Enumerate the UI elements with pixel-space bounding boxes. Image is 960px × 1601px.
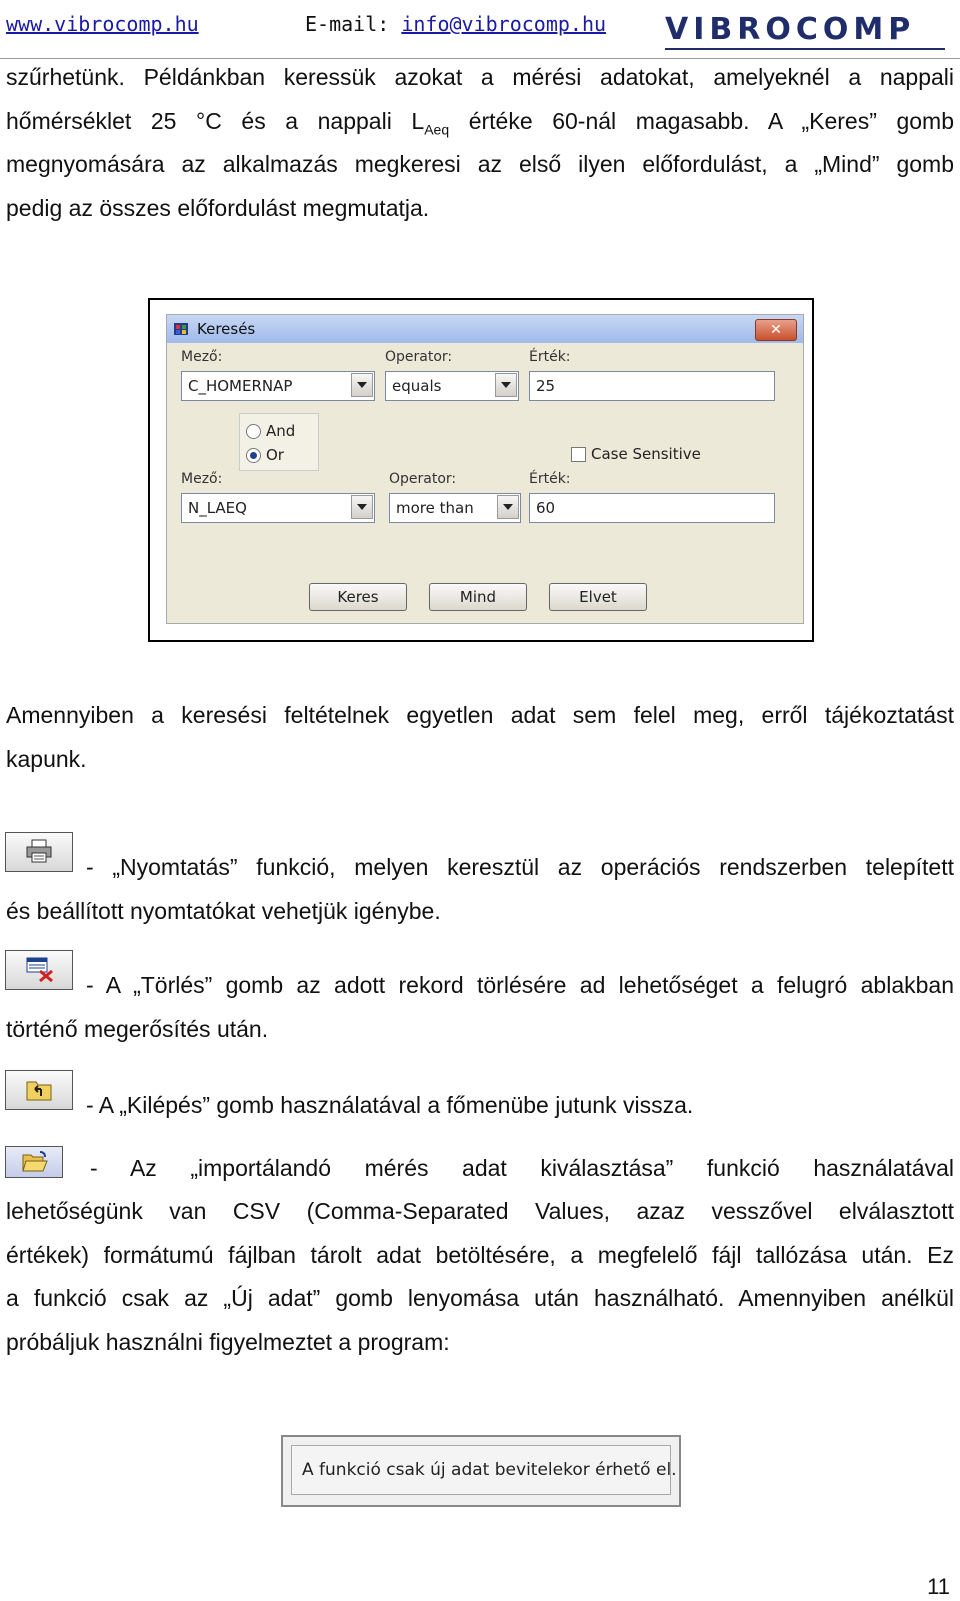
value-input-text: 25: [536, 377, 556, 395]
operator-label: Operator:: [389, 471, 457, 487]
search-dialog-figure: [148, 298, 814, 642]
delete-button[interactable]: [5, 950, 73, 990]
import-button[interactable]: [5, 1146, 63, 1178]
email-line: [305, 12, 606, 36]
value-input-text: 60: [536, 499, 556, 517]
vibrocomp-logo: [665, 8, 945, 52]
chevron-down-icon: [503, 504, 513, 510]
exit-text-line1: - A „Kilépés” gomb használatával a főmenübe jutunk vissza.: [86, 1092, 694, 1118]
text-line: lehetőségünk van CSV (Comma-Separated Values, azaz vesszővel elválasztott: [6, 1198, 954, 1224]
value-input-1[interactable]: [529, 371, 775, 401]
field-label: Mező:: [181, 349, 223, 365]
email-link[interactable]: info@vibrocomp.hu: [401, 12, 607, 36]
radio-and[interactable]: [246, 422, 316, 442]
operator-select-1[interactable]: [385, 371, 519, 401]
operator-select-2[interactable]: [389, 493, 521, 523]
text-line: szűrhetünk. Példánkban keressük azokat a mérési adatokat, amelyeknél a nappali: [6, 64, 954, 90]
field-select-value: C_HOMERNAP: [188, 377, 293, 395]
exit-button[interactable]: [5, 1070, 73, 1110]
dropdown-button[interactable]: [497, 495, 519, 519]
text-span: hőmérséklet 25 °C és a nappali L: [6, 107, 425, 134]
page-header: [0, 0, 960, 58]
text-line: megnyomására az alkalmazás megkeresi az első ilyen előfordulást, a „Mind” gomb: [6, 151, 954, 177]
radio-circle[interactable]: [246, 424, 261, 439]
operator-select-value: more than: [396, 499, 474, 517]
warning-message-box: [291, 1445, 677, 1495]
operator-label: Operator:: [385, 349, 453, 365]
logo-underline: [665, 48, 945, 50]
logo-text: VIBROCOMP: [665, 12, 916, 47]
text-span: értéke 60-nál magasabb. A „Keres” gomb: [449, 107, 954, 134]
field-label: Mező:: [181, 471, 223, 487]
text-line: Amennyiben a keresési feltételnek egyetlen adat sem felel meg, erről tájékoztatást: [6, 702, 954, 728]
email-label: E-mail:: [305, 12, 402, 36]
delete-text-line2: történő megerősítés után.: [6, 1016, 269, 1042]
and-or-radio-group: [239, 413, 319, 471]
subscript: Aeq: [424, 121, 450, 138]
dropdown-button[interactable]: [351, 373, 373, 397]
close-icon: ✕: [770, 322, 782, 338]
import-text-line1: - Az „importálandó mérés adat kiválasztása” funkció használatával: [90, 1155, 954, 1181]
search-button[interactable]: Keres: [309, 583, 407, 611]
chevron-down-icon: [357, 504, 367, 510]
close-button[interactable]: [755, 319, 797, 341]
website-link[interactable]: www.vibrocomp.hu: [6, 12, 199, 36]
paragraph-search-intro: [6, 56, 954, 230]
radio-or[interactable]: [246, 446, 316, 466]
page-number: 11: [927, 1574, 950, 1599]
radio-label: Or: [266, 446, 284, 464]
dropdown-button[interactable]: [351, 495, 373, 519]
radio-circle-selected[interactable]: [246, 448, 261, 463]
discard-button[interactable]: Elvet: [549, 583, 647, 611]
search-dialog: [166, 314, 804, 624]
field-select-2[interactable]: [181, 493, 375, 523]
text-line: próbáljuk használni figyelmeztet a program:: [6, 1328, 450, 1355]
dropdown-button[interactable]: [495, 373, 517, 397]
open-folder-icon: [22, 1150, 48, 1174]
paragraph-no-match: [6, 694, 954, 781]
chevron-down-icon: [501, 382, 511, 388]
chevron-down-icon: [357, 382, 367, 388]
dialog-titlebar[interactable]: [167, 315, 803, 343]
delete-text-line1: - A „Törlés” gomb az adott rekord törlésére ad lehetőséget a felugró ablakban: [86, 972, 954, 998]
text-line: értékek) formátumú fájlban tárolt adat betöltésére, a megfelelő fájl tallózása után. Ez: [6, 1241, 954, 1268]
dialog-title: Keresés: [197, 320, 256, 338]
exit-icon: [26, 1077, 52, 1101]
checkbox-label: Case Sensitive: [591, 445, 701, 463]
value-input-2[interactable]: [529, 493, 775, 523]
print-text-line1: - „Nyomtatás” funkció, melyen keresztül az operációs rendszerben telepített: [86, 854, 954, 880]
value-label: Érték:: [529, 349, 571, 365]
checkbox-box[interactable]: [571, 447, 586, 462]
all-button[interactable]: Mind: [429, 583, 527, 611]
print-button[interactable]: [5, 832, 73, 872]
field-select-1[interactable]: [181, 371, 375, 401]
warning-message-text: A funkció csak új adat bevitelekor érhető el.: [302, 1460, 677, 1480]
app-icon: [173, 321, 189, 337]
text-line: [6, 100, 954, 144]
text-line: a funkció csak az „Új adat” gomb lenyomása után használható. Amennyiben anélkül: [6, 1285, 954, 1311]
warning-message-figure: [281, 1435, 681, 1507]
text-line: kapunk.: [6, 745, 87, 772]
radio-label: And: [266, 422, 296, 440]
value-label: Érték:: [529, 471, 571, 487]
print-text-line2: és beállított nyomtatókat vehetjük igénybe.: [6, 898, 441, 924]
field-select-value: N_LAEQ: [188, 499, 247, 517]
paragraph-import: [6, 1190, 954, 1364]
operator-select-value: equals: [392, 377, 442, 395]
printer-icon: [26, 839, 52, 863]
delete-record-icon: [26, 957, 54, 983]
case-sensitive-checkbox[interactable]: [571, 445, 731, 465]
text-line: pedig az összes előfordulást megmutatja.: [6, 194, 430, 221]
